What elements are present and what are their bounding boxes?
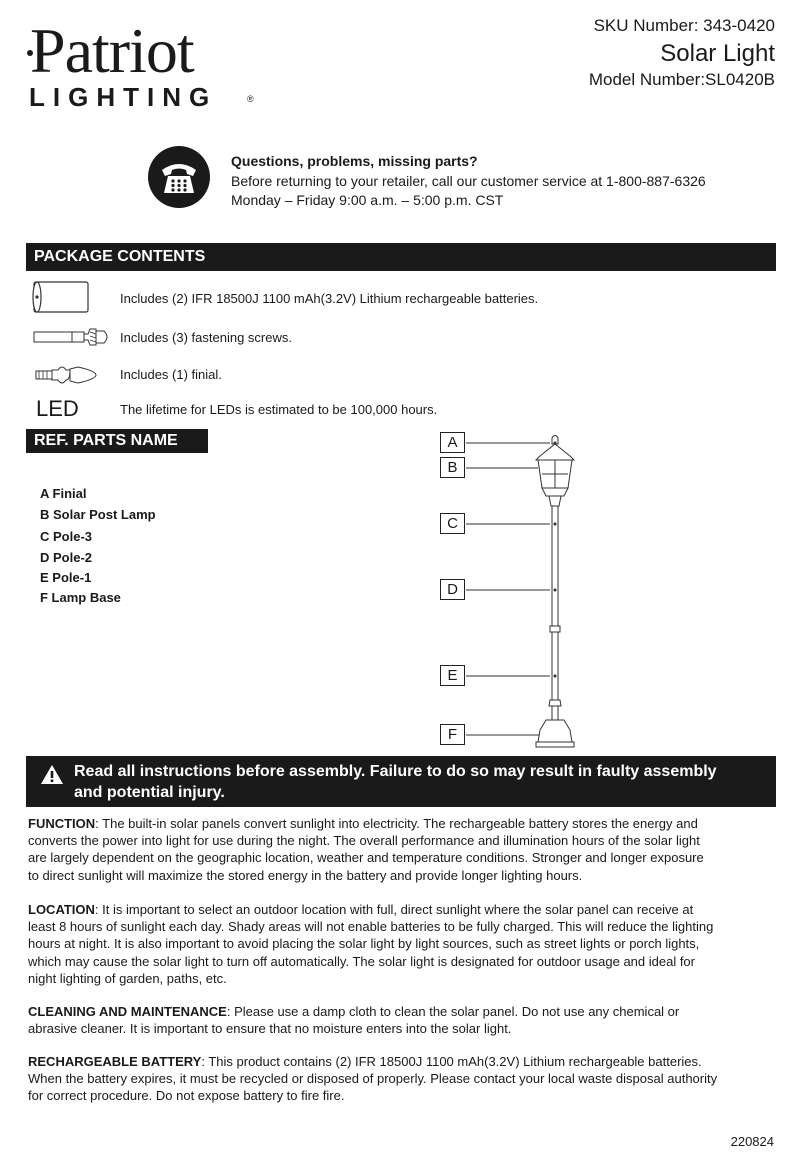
- finial-icon: [34, 362, 100, 388]
- battery-icon: [30, 280, 92, 314]
- part-item: F Lamp Base: [40, 590, 121, 605]
- callout-d: D: [440, 579, 465, 600]
- contact-question: Questions, problems, missing parts?: [231, 153, 478, 169]
- section-location: [28, 901, 780, 987]
- contact-hours: Monday – Friday 9:00 a.m. – 5:00 p.m. CST: [231, 192, 504, 208]
- callout-e: E: [440, 665, 465, 686]
- section-heading: RECHARGEABLE BATTERY: [28, 1054, 202, 1069]
- package-item-finial: Includes (1) finial.: [120, 367, 222, 382]
- section-line: abrasive cleaner. It is important to ensure that no moisture enters into the solar light.: [28, 1021, 512, 1037]
- section-line: which may cause the solar light to turn off automatically. The solar light is designated for outdoor usage and ideal for: [28, 953, 695, 969]
- warning-line-1: Read all instructions before assembly. Failure to do so may result in faulty assembly: [74, 763, 717, 780]
- phone-icon: [148, 146, 210, 208]
- section-function: [28, 815, 780, 884]
- section-line: least 8 hours of sunlight each day. Shady areas will not enable batteries to be fully charged. This will reduce the lighting: [28, 919, 714, 935]
- sku-number: SKU Number: 343-0420: [593, 16, 775, 35]
- section-line: : Please use a damp cloth to clean the solar panel. Do not use any chemical or: [226, 1004, 680, 1019]
- section-line: for correct procedure. Do not expose battery to fire fire.: [28, 1088, 345, 1104]
- model-number: Model Number:SL0420B: [588, 70, 775, 89]
- section-cleaning: [28, 1003, 780, 1037]
- part-item: A Finial: [40, 486, 87, 501]
- brand-subname: LIGHTING: [29, 82, 218, 112]
- section-heading: CLEANING AND MAINTENANCE: [28, 1004, 227, 1019]
- callout-a: A: [440, 432, 465, 453]
- callout-b: B: [440, 457, 465, 478]
- product-title: Solar Light: [660, 40, 775, 67]
- section-line: night lighting of garden, paths, etc.: [28, 970, 227, 986]
- section-heading: FUNCTION: [28, 816, 96, 831]
- package-contents-header: PACKAGE CONTENTS: [26, 243, 776, 271]
- screw-icon: [32, 326, 114, 348]
- section-line: are largely dependent on the geographic location, weather and temperature conditions. Stronger and longer exposure: [28, 850, 704, 866]
- section-heading: LOCATION: [28, 902, 95, 917]
- lamp-post-diagram: [460, 430, 600, 750]
- warning-banner: [26, 756, 776, 807]
- contact-phone-line: Before returning to your retailer, call our customer service at 1-800-887-6326: [231, 173, 706, 189]
- registered-mark: ®: [247, 94, 254, 104]
- section-line: : This product contains (2) IFR 18500J 1100 mAh(3.2V) Lithium rechargeable batteries.: [201, 1054, 702, 1069]
- part-item: E Pole-1: [40, 570, 92, 585]
- led-label: LED: [36, 396, 79, 421]
- package-item-led: The lifetime for LEDs is estimated to be 100,000 hours.: [120, 402, 438, 417]
- warning-icon: [40, 764, 64, 785]
- part-item: B Solar Post Lamp: [40, 507, 156, 522]
- brand-logo: [22, 14, 272, 114]
- callout-c: C: [440, 513, 465, 534]
- section-line: hours at night. It is also important to avoid placing the solar light by light sources, such as street lights or porch lights,: [28, 936, 700, 952]
- section-line: : The built-in solar panels convert sunlight into electricity. The rechargeable battery stores the energy and: [95, 816, 698, 831]
- section-battery: [28, 1053, 780, 1105]
- document-code: 220824: [730, 1134, 774, 1149]
- package-item-batteries: Includes (2) IFR 18500J 1100 mAh(3.2V) Lithium rechargeable batteries.: [120, 291, 539, 306]
- section-line: : It is important to select an outdoor location with full, direct sunlight where the solar panel can receive at: [94, 902, 694, 917]
- part-item: C Pole-3: [40, 529, 93, 544]
- warning-line-2: and potential injury.: [74, 784, 225, 801]
- callout-f: F: [440, 724, 465, 745]
- ref-parts-header: REF. PARTS NAME: [26, 429, 208, 453]
- section-line: converts the power into light for use during the night. The overall performance and illumination hours of the solar light: [28, 833, 700, 849]
- part-item: D Pole-2: [40, 550, 93, 565]
- section-line: When the battery expires, it must be recycled or disposed of properly. Please contact your local waste disposal authority: [28, 1071, 718, 1087]
- section-line: to direct sunlight will maximize the stored energy in the battery and provide longer lighting hours.: [28, 867, 583, 883]
- package-item-screws: Includes (3) fastening screws.: [120, 330, 292, 345]
- brand-name: Patriot: [30, 15, 194, 86]
